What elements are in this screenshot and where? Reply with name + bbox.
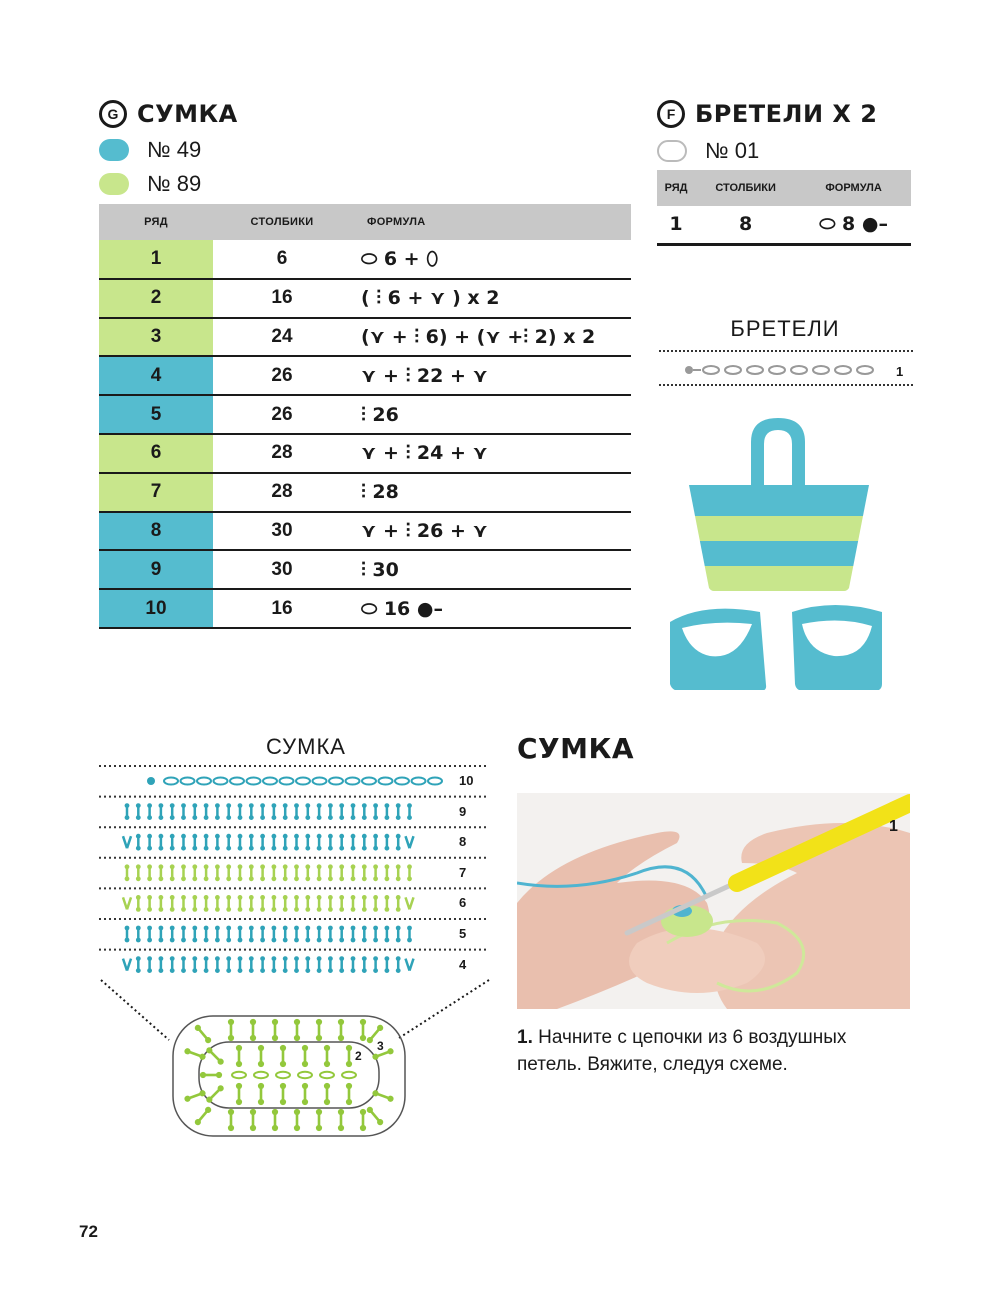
stitch-count: 16 (213, 279, 351, 318)
table-row (99, 279, 631, 318)
stitch-count: 6 (213, 240, 351, 279)
yarn-label: № 89 (147, 171, 202, 196)
strap-dotted-line-bottom (659, 384, 913, 386)
section-f-title: БРЕТЕЛИ X 2 (695, 100, 878, 128)
base-row-label: 3 (377, 1039, 384, 1053)
row-number: 10 (99, 589, 213, 628)
bag-base-diagram (99, 978, 491, 1143)
strap-dotted-line-top (659, 350, 913, 352)
bag-row-label: 5 (459, 926, 467, 941)
strap-piece-left (670, 609, 766, 690)
section-g-letter-badge: G (99, 100, 127, 128)
formula: ⬭ 16 ●– (351, 589, 631, 628)
bag-row-label: 9 (459, 803, 467, 819)
instruction-step-number: 1. (517, 1027, 533, 1048)
table-row (99, 318, 631, 357)
table-row (99, 395, 631, 434)
table-row (99, 550, 631, 589)
formula: ⫶ 30 (351, 550, 631, 589)
table-row (99, 356, 631, 395)
formula: ( ⫶ 6 + ⋎ ) x 2 (351, 279, 631, 318)
stitch-count: 26 (213, 395, 351, 434)
section-f-header (657, 100, 877, 128)
page-number: 72 (79, 1222, 98, 1241)
strap-chain-diagram (659, 358, 913, 382)
strap-diagram-title: БРЕТЕЛИ (730, 316, 840, 341)
yarn-label: № 49 (147, 137, 202, 162)
formula: ⫶ 26 (351, 395, 631, 434)
table-row (99, 512, 631, 551)
bag-row-label: 8 (459, 834, 467, 850)
section-f-letter-badge: F (657, 100, 685, 128)
instruction-step-text: Начните с цепочки из 6 воздушных петель. Вяжите, следуя схеме. (517, 1027, 847, 1075)
stitch-count: 16 (213, 589, 351, 628)
section-g-yarn-list (99, 133, 201, 201)
table-header-row (657, 170, 911, 206)
base-row-label: 2 (355, 1049, 362, 1063)
crochet-photo (517, 793, 910, 1009)
stitch-count: 28 (213, 473, 351, 512)
instruction-text (517, 1024, 907, 1078)
stitch-count: 30 (213, 550, 351, 589)
stitch-count: 28 (213, 434, 351, 473)
photo-step-number: 1 (889, 818, 898, 835)
formula: ⋎ + ⫶ 26 + ⋎ (351, 512, 631, 551)
strap-piece-right (792, 605, 882, 690)
bag-row-label: 10 (459, 773, 474, 788)
section-g-header (99, 100, 238, 128)
header-row: РЯД (657, 170, 695, 206)
table-row (657, 206, 911, 244)
row-number: 7 (99, 473, 213, 512)
formula: (⋎ + ⫶ 6) + (⋎ +⫶ 2) x 2 (351, 318, 631, 357)
stitch-count: 30 (213, 512, 351, 551)
strap-row-label: 1 (896, 364, 904, 379)
strap-pattern-table (657, 170, 911, 246)
bag-diagram-title: СУМКА (266, 734, 346, 759)
bag-row-label: 6 (459, 895, 467, 911)
slip-stitch-icon (685, 366, 701, 374)
row-number: 2 (99, 279, 213, 318)
row-number: 1 (99, 240, 213, 279)
bag-row-label: 4 (459, 956, 467, 972)
color-swatch-green (99, 173, 129, 195)
table-header-row (99, 204, 631, 240)
yarn-label: № 01 (705, 138, 760, 163)
table-row (99, 589, 631, 628)
formula: ⫶ 28 (351, 473, 631, 512)
table-row (99, 434, 631, 473)
bag-rows-diagram (99, 762, 489, 982)
yarn-item-green (99, 167, 201, 201)
stitch-count: 8 (695, 206, 796, 244)
section-f-yarn (657, 134, 759, 168)
row-number: 3 (99, 318, 213, 357)
color-swatch-blue (99, 139, 129, 161)
table-row (99, 473, 631, 512)
header-stitches: СТОЛБИКИ (213, 204, 351, 240)
bag-pattern-table (99, 204, 631, 629)
header-row: РЯД (99, 204, 213, 240)
header-stitches: СТОЛБИКИ (695, 170, 796, 206)
photo-section-heading: СУМКА (517, 732, 635, 765)
row-number: 5 (99, 395, 213, 434)
header-formula: ФОРМУЛА (351, 204, 631, 240)
header-formula: ФОРМУЛА (796, 170, 911, 206)
yarn-item-blue (99, 133, 201, 167)
formula: ⬭ 8 ●– (796, 206, 911, 244)
bag-handle (751, 418, 805, 485)
formula: ⋎ + ⫶ 22 + ⋎ (351, 356, 631, 395)
formula: ⬭ 6 + ⬯ (351, 240, 631, 279)
table-row (99, 240, 631, 279)
row-number: 6 (99, 434, 213, 473)
color-swatch-white (657, 140, 687, 162)
row-number: 8 (99, 512, 213, 551)
row-number: 1 (657, 206, 695, 244)
row-number: 9 (99, 550, 213, 589)
section-g-title: СУМКА (137, 100, 238, 128)
bag-illustration (664, 410, 890, 690)
row-number: 4 (99, 356, 213, 395)
stitch-count: 24 (213, 318, 351, 357)
formula: ⋎ + ⫶ 24 + ⋎ (351, 434, 631, 473)
stitch-count: 26 (213, 356, 351, 395)
bag-row-label: 7 (459, 864, 467, 880)
